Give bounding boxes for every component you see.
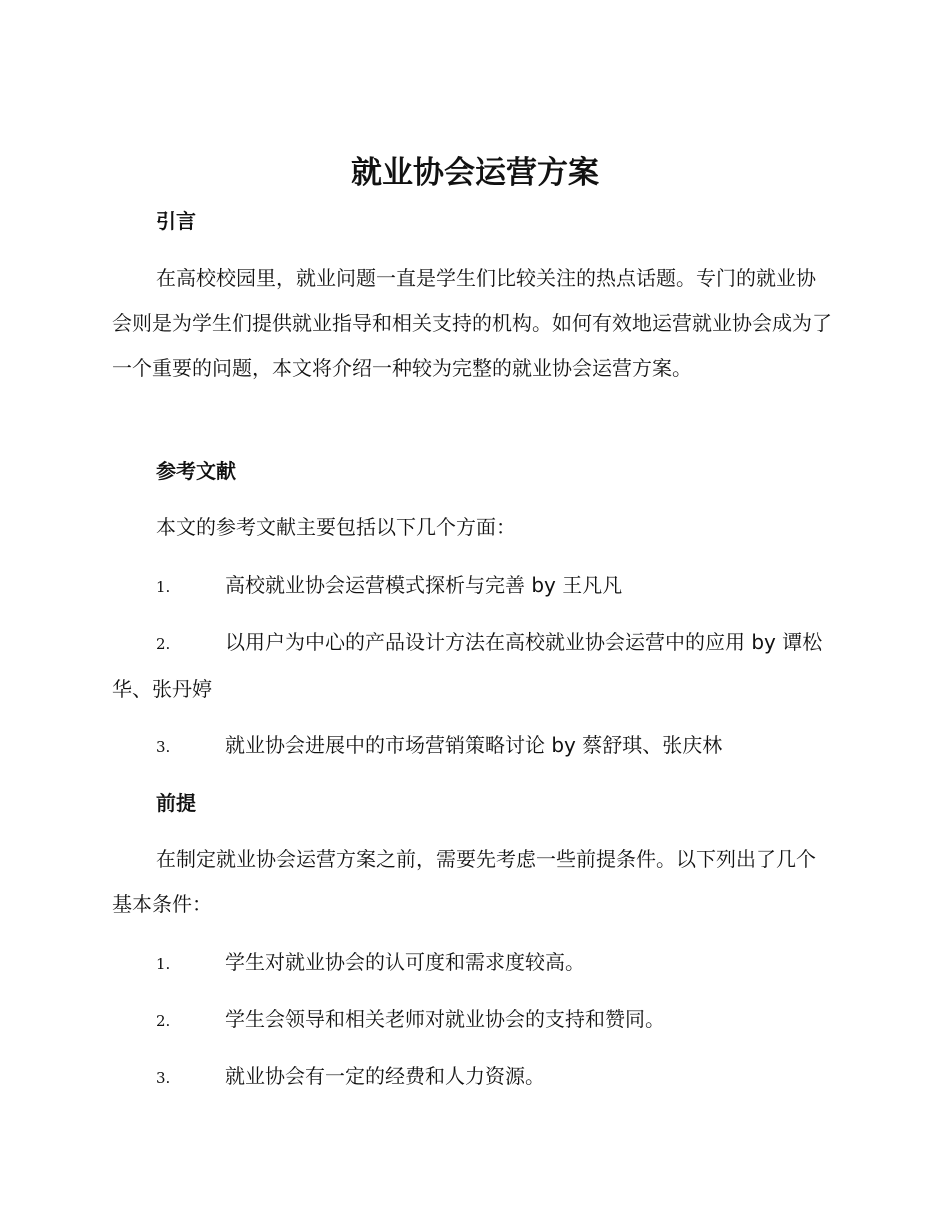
- section-heading-intro: 引言: [156, 209, 196, 233]
- list-item-text: 学生对就业协会的认可度和需求度较高。: [225, 950, 585, 974]
- list-item: [112, 997, 832, 1044]
- page-title: 就业协会运营方案: [351, 155, 599, 191]
- list-item-text: 学生会领导和相关老师对就业协会的支持和赞同。: [225, 1007, 665, 1031]
- list-item: [112, 620, 832, 712]
- list-item-text: 高校就业协会运营模式探析与完善 by 王凡凡: [225, 573, 623, 597]
- list-item: [112, 1054, 832, 1101]
- list-item-number: 1.: [156, 578, 171, 596]
- list-item: [112, 723, 832, 770]
- list-item-text: 就业协会有一定的经费和人力资源。: [225, 1064, 545, 1088]
- list-item-number: 1.: [156, 955, 171, 973]
- list-item-number: 2.: [156, 635, 171, 653]
- premise-paragraph: 在制定就业协会运营方案之前，需要先考虑一些前提条件。以下列出了几个基本条件：: [112, 847, 816, 916]
- list-item-text: 以用户为中心的产品设计方法在高校就业协会运营中的应用 by 谭松华、张丹婷: [112, 630, 823, 701]
- list-item-number: 3.: [156, 1069, 171, 1087]
- section-heading-premise: 前提: [156, 791, 196, 815]
- list-item-text: 就业协会进展中的市场营销策略讨论 by 蔡舒琪、张庆林: [225, 733, 723, 757]
- list-item-number: 3.: [156, 738, 171, 756]
- references-paragraph: 本文的参考文献主要包括以下几个方面：: [156, 515, 516, 539]
- intro-paragraph: 在高校校园里，就业问题一直是学生们比较关注的热点话题。专门的就业协会则是为学生们提供就业指导和相关支持的机构。如何有效地运营就业协会成为了一个重要的问题，本文将介绍一种较为完整的就业协会运营方案。: [112, 266, 832, 380]
- list-item: [112, 563, 832, 610]
- list-item: [112, 940, 832, 987]
- section-heading-references: 参考文献: [156, 459, 236, 483]
- list-item-number: 2.: [156, 1012, 171, 1030]
